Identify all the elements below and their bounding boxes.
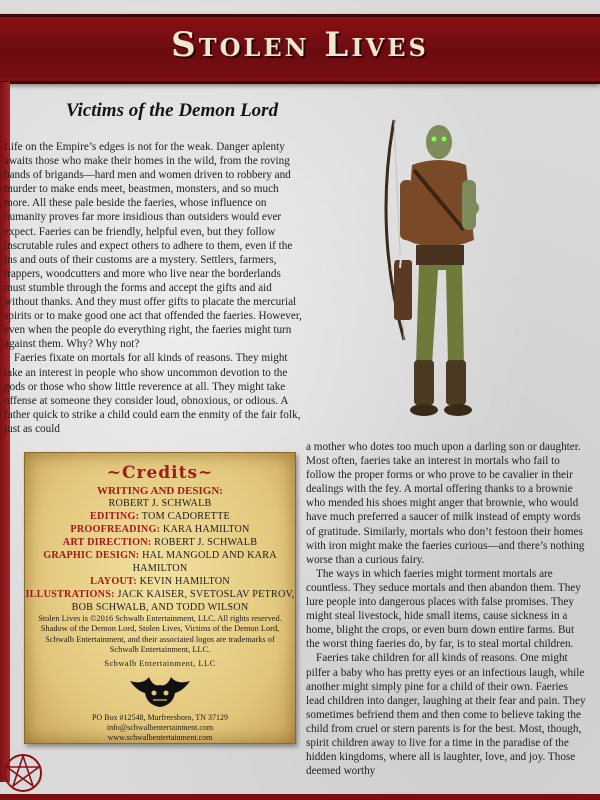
credit-line bbox=[25, 588, 295, 601]
credit-names: BOB SCHWALB, AND TODD WILSON bbox=[71, 602, 249, 613]
credit-line bbox=[25, 510, 295, 523]
credit-names: JACK KAISER, SVETOSLAV PETROV, bbox=[117, 589, 295, 600]
credit-names: ROBERT J. SCHWALB bbox=[154, 537, 258, 548]
credit-role: LAYOUT: bbox=[90, 576, 137, 587]
paragraph: The ways in which faeries might torment mortals are countless. They seduce mortals and then abandon them. They lure people into dangerous places with false promises. They might steal livestock, hide small items, cause sickness in a home, blight the crops, or even burn down entire farms. But the worst thing faeries do, by far, is to steal mortal children. bbox=[306, 567, 581, 651]
credit-role: ILLUSTRATIONS: bbox=[25, 589, 115, 600]
bottom-border bbox=[0, 794, 600, 800]
credit-names: HAL MANGOLD AND KARA HAMILTON bbox=[132, 550, 277, 574]
credit-names: KEVIN HAMILTON bbox=[139, 576, 230, 587]
credit-role: PROOFREADING: bbox=[70, 524, 161, 535]
credits-heading-writing: WRITING AND DESIGN: bbox=[97, 485, 223, 497]
credit-line bbox=[25, 575, 295, 588]
credit-names: ROBERT J. SCHWALB bbox=[108, 498, 212, 509]
section-title: Victims of the Demon Lord bbox=[65, 100, 279, 121]
credit-names: TOM CADORETTE bbox=[141, 511, 230, 522]
credit-role: GRAPHIC DESIGN: bbox=[43, 550, 140, 561]
page-title: Stolen Lives bbox=[171, 25, 429, 65]
credit-role: ART DIRECTION: bbox=[62, 537, 152, 548]
elf-archer-illustration bbox=[364, 110, 514, 430]
pentacle-icon bbox=[2, 752, 44, 794]
credit-role: EDITING: bbox=[90, 511, 140, 522]
credit-names: KARA HAMILTON bbox=[162, 524, 250, 535]
paragraph: Life on the Empire’s edges is not for the weak. Danger aplenty awaits those who make their homes in the wild, from the roving bands of brigands—hard men and women driven to robbery and murder to make ends meet, beastmen, monsters, and so much more. All these pale beside the faeries, whose influence on humanity proves far more insidious than outsiders would ever expect. Faeries can be friendly, helpful even, but they follow inscrutable rules and expect others to adhere to them, even if the ins and outs of their customs are a mystery. Settlers, farmers, trappers, woodcutters and more who live near the borderlands must stumble through the forms and accept the gifts and aid without thanks. And they must offer gifts to placate the mercurial spirits or to make good one act that offended the faeries. However, even when the people do everything right, the faeries might turn against them. Why? Why not? bbox=[4, 141, 302, 351]
credits-box bbox=[24, 452, 296, 744]
company-name: Schwalb Entertainment, LLC bbox=[104, 658, 216, 668]
paragraph: Faeries take children for all kinds of reasons. One might pilfer a baby who has pretty eyes or an infectious laugh, while another might simply pine for a child of their own. Faeries lead children into danger, laughing at their fear and pain. They sometimes befriend them and then come to believe taking the child from cruel or stern parents is for the best. Most, though, spirit children away to live for a time in the paradise of the hidden kingdoms, where all is laughter, love, and joy. Those deemed worthy bbox=[306, 652, 586, 778]
address: PO Box #12548, Murfreesboro, TN 37129 bbox=[91, 713, 229, 723]
body-column-left bbox=[4, 140, 304, 436]
credit-line bbox=[25, 549, 295, 575]
paragraph: Faeries fixate on mortals for all kinds of reasons. They might take an interest in people who show uncommon devotion to the gods or those who show little reverence at all. They might take offense at someone they consider loud, obnoxious, or odious. A father quick to strike a child could earn the enmity of the fair folk, just as could bbox=[4, 352, 301, 435]
email: info@schwalbentertainment.com bbox=[106, 723, 214, 733]
legal-trademarks: Shadow of the Demon Lord, Stolen Lives, Victims of the Demon Lord, Schwalb Entertainment, and their associated logos are trademarks of Schwalb Entertainment, LLC. bbox=[40, 624, 280, 655]
credit-line bbox=[25, 523, 295, 536]
body-column-right bbox=[306, 440, 588, 778]
credits-title: ~Credits~ bbox=[106, 463, 214, 483]
credit-line bbox=[25, 601, 295, 614]
header-banner bbox=[0, 14, 600, 84]
legal-copyright: Stolen Lives is ©2016 Schwalb Entertainment, LLC. All rights reserved. bbox=[38, 614, 282, 623]
credit-line bbox=[25, 536, 295, 549]
website: www.schwalbentertainment.com bbox=[107, 733, 213, 743]
credit-writing-names bbox=[25, 497, 295, 510]
demon-skull-logo-icon bbox=[125, 675, 195, 709]
paragraph: a mother who dotes too much upon a darling son or daughter. Most often, faeries take an interest in mortals who fail to follow the proper forms or who prove to be cavalier in their dealings with the fey. A mortal offering thanks to a brownie who mended his shoes might anger that brownie, who would have much preferred a saucer of milk instead of empty words of gratitude. Similarly, mortals who don’t festoon their homes with iron might make the faeries curious—and there’s nothing worse than a curious fairy. bbox=[306, 441, 585, 566]
